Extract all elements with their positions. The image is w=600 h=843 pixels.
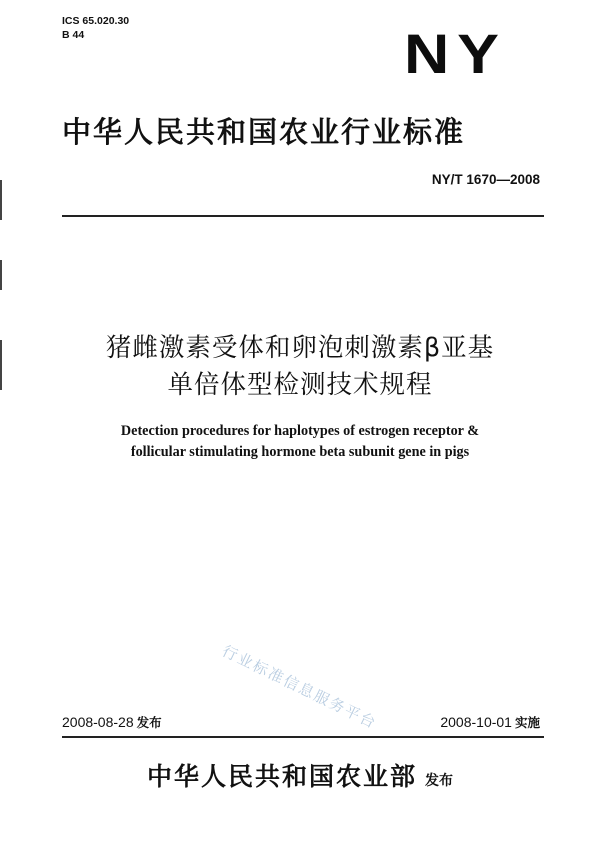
header-divider — [62, 215, 544, 217]
standard-type-title: 中华人民共和国农业行业标准 — [62, 115, 466, 149]
issue-label: 发布 — [136, 715, 162, 730]
chinese-title-line-2: 单倍体型检测技术规程 — [167, 370, 433, 400]
chinese-title-line-1: 猪雌激素受体和卵泡刺激素β亚基 — [105, 333, 495, 363]
watermark: 行业标准信息服务平台 — [219, 641, 380, 733]
issue-date-block — [62, 713, 162, 731]
implement-label: 实施 — [514, 715, 540, 730]
publisher-line — [0, 757, 600, 793]
english-title-line-1: Detection procedures for haplotypes of estrogen receptor & — [120, 423, 480, 439]
category-code: B 44 — [62, 29, 85, 41]
classification-codes — [62, 14, 129, 42]
footer-divider — [62, 736, 544, 738]
implement-date-block — [440, 713, 540, 731]
publisher-name: 中华人民共和国农业部 — [146, 762, 417, 791]
english-title-line-2: follicular stimulating hormone beta subunit gene in pigs — [130, 444, 470, 460]
ny-logo: NY — [404, 22, 507, 85]
issue-date: 2008-08-28 — [62, 714, 134, 730]
standard-number: NY/T 1670—2008 — [431, 172, 540, 187]
publisher-action: 发布 — [425, 773, 453, 789]
ics-code: ICS 65.020.30 — [62, 15, 130, 27]
implement-date: 2008-10-01 — [440, 714, 512, 730]
